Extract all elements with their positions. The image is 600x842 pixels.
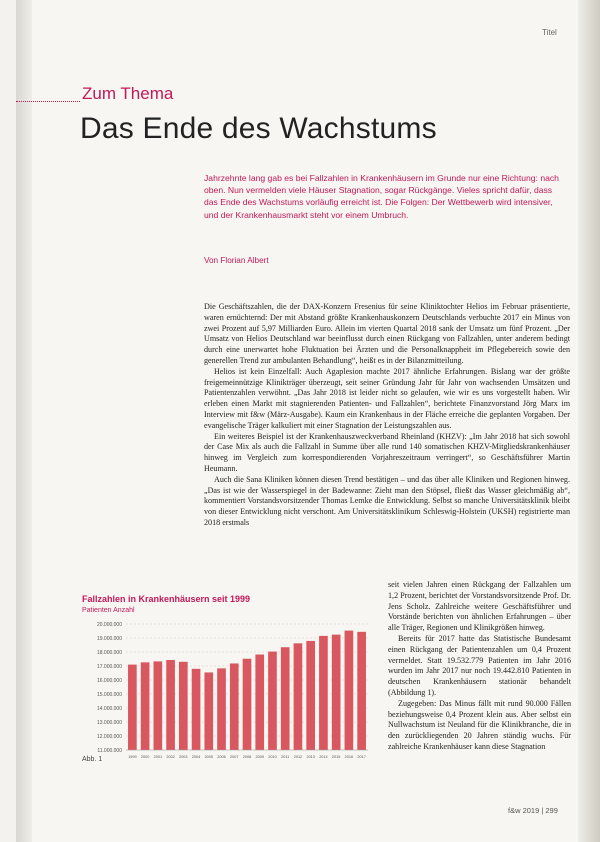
y-tick-label: 11.000.000 [97, 748, 122, 754]
body-paragraph: Helios ist kein Einzelfall: Auch Agaplesion machte 2017 ähnliche Erfahrungen. Bislang war der größte freigemeinnützige Klinikträger überzeugt, seit seiner Gründung Jahr für Jahr von wachsenden Umsätzen und Patientenzahlen verwöhnt. „Das Jahr 2018 ist leider nicht so gelaufen, wie wir es uns vorgestellt haben. Wir erleben einen Markt mit stagnierenden Patienten- und Fallzahlen“, berichtete Finanzvorstand Jörg Marx im Interview mit f&w (März-Ausgabe). Kaum ein Krankenhaus in der Fläche erreiche die geplanten Vorgaben. Der evangelische Träger kalkuliert mit einer Stagnation der Leistungszahlen aus. [204, 366, 570, 430]
x-tick-label: 2010 [268, 755, 277, 759]
x-tick-label: 2000 [140, 755, 150, 759]
body-paragraph: Ein weiteres Beispiel ist der Krankenhauszweckverband Rheinland (KHZV): „Im Jahr 2018 hat sich sowohl der Case Mix als auch die Fallzahl in Summe über alle rund 140 somatischen KHZV-Mitgliedskrankenhäuser hinweg im Vergleich zum korrespondierenden Vorjahreszeitraum verringert“, so Geschäftsführer Martin Heumann. [204, 431, 570, 473]
magazine-page [16, 0, 600, 842]
y-tick-label: 17.000.000 [96, 664, 122, 670]
bar-2015 [332, 635, 341, 750]
x-tick-label: 2004 [191, 755, 201, 759]
figure-subtitle: Patienten Anzahl [82, 607, 135, 614]
y-tick-label: 14.000.000 [96, 706, 122, 712]
page-footer: f&w 2019 | 299 [508, 806, 558, 815]
bar-2007 [230, 663, 239, 750]
bar-2010 [268, 652, 277, 750]
body-paragraph: Die Geschäftszahlen, die der DAX-Konzern Fresenius für seine Kliniktochter Helios im Februar präsentierte, waren ernüchternd: Der mit Abstand größte Krankenhauskonzern Deutschlands verbuchte 2017 ein Minus von zwei Prozent auf 5,97 Milliarden Euro. Allein im vierten Quartal 2018 sank der Umsatz um fünf Prozent. „Der Umsatz von Helios Deutschland war beeinflusst durch einen Rückgang von Fallzahlen, unter anderem bedingt durch eine unerwartet hohe Fluktuation bei Ärzten und die Personalknappheit im Pflegebereich sowie den generellen Trend zur ambulanten Behandlung“, heißt es in der Bilanzmitteilung. [204, 302, 570, 365]
x-tick-label: 2007 [230, 755, 239, 759]
body-paragraph: Zugegeben: Das Minus fällt mit rund 90.000 Fällen beziehungsweise 0,4 Prozent klein aus. Aber selbst ein Nullwachstum ist Neuland für die Klinikbranche, die in den zurückliegenden 20 Jahren ständig wuchs. Für zahlreiche Krankenhäuser kann diese Stagnation [388, 698, 571, 751]
body-paragraph: Bereits für 2017 hatte das Statistische Bundesamt einen Rückgang der Patientenzahlen um 0,4 Prozent vermeldet. Statt 19.532.779 Patienten im Jahr 2016 wurden im Jahr 2017 nur noch 19.442.810 Patienten in deutschen Krankenhäusern stationär behandelt (Abbildung 1). [388, 633, 571, 697]
y-tick-label: 16.000.000 [96, 678, 122, 684]
figure-caption: Abb. 1 [82, 756, 103, 763]
figure-1 [76, 594, 376, 770]
article-body [204, 302, 570, 529]
y-tick-label: 18.000.000 [96, 650, 122, 656]
x-tick-label: 2017 [357, 755, 366, 759]
x-tick-label: 2014 [319, 755, 328, 759]
bar-2014 [319, 636, 328, 750]
y-tick-label: 15.000.000 [96, 692, 122, 698]
lead-paragraph: Jahrzehnte lang gab es bei Fallzahlen in Krankenhäusern im Grunde nur eine Richtung: nach oben. Nun vermelden viele Häuser Stagnation, sogar Rückgänge. Vieles spricht dafür, dass das Ende des Wachstums vorläufig erreicht ist. Die Folgen: Der Wettbewerb wird intensiver, und der Krankenhausmarkt steht vor einem Umbruch. [204, 173, 559, 220]
bar-2006 [217, 668, 226, 750]
bar-1999 [128, 665, 137, 750]
x-tick-label: 2011 [281, 755, 290, 759]
x-tick-label: 2012 [293, 755, 303, 759]
bar-2008 [243, 659, 252, 750]
y-tick-label: 12.000.000 [96, 734, 122, 740]
bar-2017 [357, 632, 366, 750]
bar-2003 [179, 662, 188, 750]
x-tick-label: 2005 [204, 755, 214, 759]
figure-title: Fallzahlen in Krankenhäusern seit 1999 [82, 594, 251, 604]
y-tick-label: 20.000.000 [96, 622, 122, 628]
body-paragraph: seit vielen Jahren einen Rückgang der Fallzahlen um 1,2 Prozent, berichtet der Vorstandsvorsitzende Prof. Dr. Jens Scholz. Zahlreiche weitere Geschäftsführer und Vorstände berichten von ähnlichen Erfahrungen – über alle Träger, Regionen und Klinikgrößen hinweg. [388, 580, 571, 633]
x-tick-label: 2016 [344, 755, 354, 759]
y-tick-label: 13.000.000 [96, 720, 122, 726]
page-edge-shadow [578, 0, 600, 842]
bar-2005 [204, 672, 213, 750]
x-tick-label: 2009 [255, 755, 264, 759]
byline: Von Florian Albert [204, 256, 269, 265]
body-paragraph: Auch die Sana Kliniken können diesen Trend bestätigen – und das über alle Kliniken und Regionen hinweg. „Das ist wie der Wasserspiegel in der Badewanne: Zieht man den Stöpsel, fließt das Wasser gleichmäßig ab“, kommentiert Vorstandsvorsitzender Thomas Lemke die Entwicklung. Selbst so manche Universitätsklinik bleibt von dieser Entwicklung nicht verschont. Am Universitätsklinikum Schleswig-Holstein (UKSH) registrierte man 2018 erstmals [204, 474, 570, 527]
x-tick-label: 2013 [306, 755, 315, 759]
bar-2000 [141, 662, 150, 750]
page-fold [16, 0, 32, 842]
x-tick-label: 2001 [153, 755, 163, 759]
x-tick-label: 2006 [217, 755, 226, 759]
bar-2016 [345, 631, 354, 750]
section-label: Titel [542, 28, 557, 37]
bar-2004 [192, 669, 201, 750]
bar-2009 [255, 655, 264, 750]
article-body-right-column [388, 580, 571, 753]
x-tick-label: 2008 [242, 755, 252, 759]
x-tick-label: 2002 [166, 755, 175, 759]
bar-chart [76, 618, 376, 768]
bar-2011 [281, 647, 290, 750]
kicker-dotted-line [16, 101, 80, 102]
bar-2012 [294, 643, 303, 750]
bar-2002 [166, 660, 175, 750]
x-tick-label: 2003 [179, 755, 188, 759]
kicker: Zum Thema [82, 84, 174, 103]
bar-2001 [154, 661, 163, 750]
x-tick-label: 2015 [331, 755, 341, 759]
x-tick-label: 1999 [128, 755, 137, 759]
bar-2013 [306, 641, 315, 750]
y-tick-label: 19.000.000 [96, 636, 122, 642]
headline: Das Ende des Wachstums [80, 112, 437, 145]
